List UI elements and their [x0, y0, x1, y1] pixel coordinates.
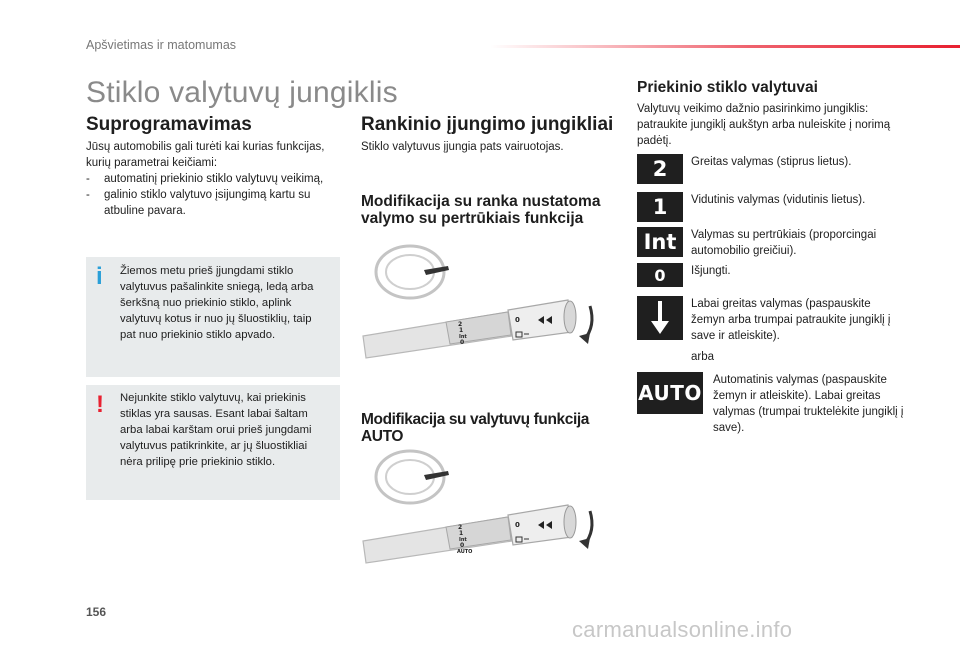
- mode-description: Išjungti.: [691, 265, 731, 277]
- programming-intro: Jūsų automobilis gali turėti kai kurias funkcijas, kurių parametrai keičiami:: [86, 141, 325, 169]
- steering-wheel-icon: [376, 451, 449, 503]
- mode-description: Vidutinis valymas (vidutinis lietus).: [691, 194, 866, 206]
- sub1-heading: Modifikacija su ranka nustatoma valymo su pertrūkiais funkcija: [361, 193, 601, 227]
- sub2-heading: Modifikacija su valytuvų funkcija AUTO: [361, 411, 589, 445]
- position-label-0: 0: [460, 542, 465, 549]
- position-label-auto: AUTO: [457, 549, 473, 555]
- position-label-1: 1: [459, 530, 464, 537]
- position-label-2: 2: [458, 524, 463, 531]
- off-icon: 0: [637, 263, 683, 287]
- auto-icon: AUTO: [637, 372, 703, 414]
- manual-controls-heading: Rankinio įjungimo jungikliai: [361, 114, 614, 135]
- position-label-2: 2: [458, 321, 463, 328]
- front-wipers-heading: Priekinio stiklo valytuvai: [637, 79, 818, 96]
- page-number: 156: [86, 605, 107, 619]
- intermittent-icon: Int: [637, 227, 683, 257]
- position-label-1: 1: [459, 327, 464, 334]
- list-item: - galinio stiklo valytuvo įsijungimą kartu su atbuline pavara.: [86, 187, 342, 219]
- wiper-stalk-diagram-2: [358, 445, 608, 575]
- position-label-int: Int: [459, 537, 467, 543]
- steering-wheel-icon: [376, 246, 449, 298]
- wiper-stalk: [363, 505, 576, 563]
- or-label: arba: [691, 351, 715, 363]
- front-wipers-intro: Valytuvų veikimo dažnio pasirinkimo jungiklis: patraukite jungiklį aukštyn arba nuleiskite į norimą padėtį.: [637, 103, 891, 147]
- position-label-0: 0: [460, 339, 465, 346]
- wiper-stalk: [363, 300, 576, 358]
- section-title: Apšvietimas ir matomumas: [86, 38, 237, 52]
- watermark: carmanualsonline.info: [572, 617, 793, 642]
- mode-description: Valymas su pertrūkiais (proporcingai automobilio greičiui).: [691, 229, 877, 257]
- speed-2-icon: 2: [637, 154, 683, 184]
- mode-description: Labai greitas valymas (paspauskite žemyn arba trumpai patraukite jungiklį į save ir atleiskite).: [691, 298, 891, 342]
- speed-1-icon: 1: [637, 192, 683, 222]
- info-icon: i: [96, 263, 103, 290]
- manual-controls-text: Stiklo valytuvus įjungia pats vairuotojas.: [361, 141, 564, 153]
- programming-heading: Suprogramavimas: [86, 114, 252, 135]
- wiper-stalk-diagram-1: [358, 240, 608, 370]
- warning-icon: !: [96, 391, 104, 418]
- warning-notice-text: Nejunkite stiklo valytuvų, kai priekinis stiklas yra sausas. Esant labai šaltam arba labai karštam orui prieš jungdami valytuvus patikrinkite, ar jų šluostikliai nėra prilipę prie priekinio stiklo.: [120, 392, 312, 468]
- header-accent-bar: [490, 45, 960, 48]
- position-label-int: Int: [459, 334, 467, 340]
- info-notice-text: Žiemos metu prieš įjungdami stiklo valytuvus pašalinkite sniegą, ledą arba šerkšną nuo priekinio stiklo, aplink valytuvų kotus ir nuo jų šluostiklių, taip pat nuo priekinio stiklo apvado.: [120, 265, 314, 341]
- rear-wiper-label-0: 0: [515, 316, 520, 324]
- programming-section: [86, 139, 342, 219]
- down-arrow-icon: [637, 296, 683, 340]
- programming-list: [86, 171, 342, 219]
- mode-description: Automatinis valymas (paspauskite žemyn ir atleiskite). Labai greitas valymas (trumpai truktelėkite jungiklį į save).: [713, 374, 904, 434]
- info-notice: [86, 257, 340, 377]
- warning-notice: [86, 385, 340, 500]
- list-item: - automatinį priekinio stiklo valytuvų veikimą,: [86, 171, 342, 187]
- rear-wiper-label-0: 0: [515, 521, 520, 529]
- page-title: Stiklo valytuvų jungiklis: [86, 76, 398, 109]
- mode-description: Greitas valymas (stiprus lietus).: [691, 156, 852, 168]
